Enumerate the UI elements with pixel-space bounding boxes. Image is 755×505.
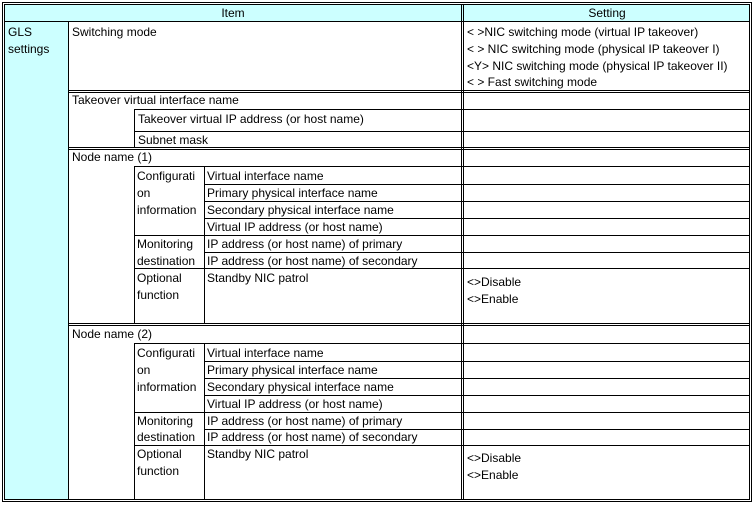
config-item: Virtual IP address (or host name)	[207, 397, 383, 411]
node-name-label: Node name (1)	[72, 150, 153, 164]
optional-label-line2: function	[137, 464, 180, 478]
header-setting: Setting	[588, 6, 626, 20]
monitoring-item: IP address (or host name) of secondary	[207, 254, 418, 268]
subnet-mask-label: Subnet mask	[138, 133, 209, 147]
standby-nic-patrol-label: Standby NIC patrol	[207, 271, 309, 285]
optional-label-line1: Optional	[137, 271, 182, 285]
gls-label-line2: settings	[8, 42, 50, 56]
monitoring-label-line2: destination	[137, 430, 196, 444]
config-info-label-line3: information	[137, 203, 197, 217]
switching-option[interactable]: <Y> NIC switching mode (physical IP takeover II)	[467, 59, 728, 73]
config-item: Virtual interface name	[207, 169, 324, 183]
config-info-label-line2: on	[137, 363, 151, 377]
switching-option[interactable]: < > Fast switching mode	[467, 75, 598, 89]
switching-option[interactable]: < >NIC switching mode (virtual IP takeover)	[467, 25, 699, 39]
config-item: Primary physical interface name	[207, 186, 378, 200]
switching-mode-label: Switching mode	[72, 25, 157, 39]
takeover-interface-label: Takeover virtual interface name	[72, 93, 239, 107]
node-name-label: Node name (2)	[72, 327, 153, 341]
takeover-ip-label: Takeover virtual IP address (or host name)	[138, 112, 364, 126]
monitoring-item: IP address (or host name) of secondary	[207, 430, 418, 444]
config-item: Virtual interface name	[207, 346, 324, 360]
config-item: Secondary physical interface name	[207, 203, 394, 217]
standby-nic-patrol-label: Standby NIC patrol	[207, 447, 309, 461]
disable-option[interactable]: <>Disable	[467, 451, 522, 465]
disable-option[interactable]: <>Disable	[467, 275, 522, 289]
config-info-label-line2: on	[137, 186, 151, 200]
monitoring-item: IP address (or host name) of primary	[207, 414, 403, 428]
enable-option[interactable]: <>Enable	[467, 292, 519, 306]
switching-option[interactable]: < > NIC switching mode (physical IP takeover I)	[467, 42, 720, 56]
config-item: Secondary physical interface name	[207, 380, 394, 394]
enable-option[interactable]: <>Enable	[467, 468, 519, 482]
optional-label-line1: Optional	[137, 447, 182, 461]
config-info-label-line1: Configurati	[137, 169, 196, 183]
config-info-label-line3: information	[137, 380, 197, 394]
gls-label-line1: GLS	[8, 25, 33, 39]
monitoring-label-line1: Monitoring	[137, 237, 194, 251]
monitoring-label-line2: destination	[137, 254, 196, 268]
config-info-label-line1: Configurati	[137, 346, 196, 360]
monitoring-item: IP address (or host name) of primary	[207, 237, 403, 251]
monitoring-label-line1: Monitoring	[137, 414, 194, 428]
config-item: Primary physical interface name	[207, 363, 378, 377]
config-item: Virtual IP address (or host name)	[207, 220, 383, 234]
header-item: Item	[221, 6, 245, 20]
optional-label-line2: function	[137, 288, 180, 302]
